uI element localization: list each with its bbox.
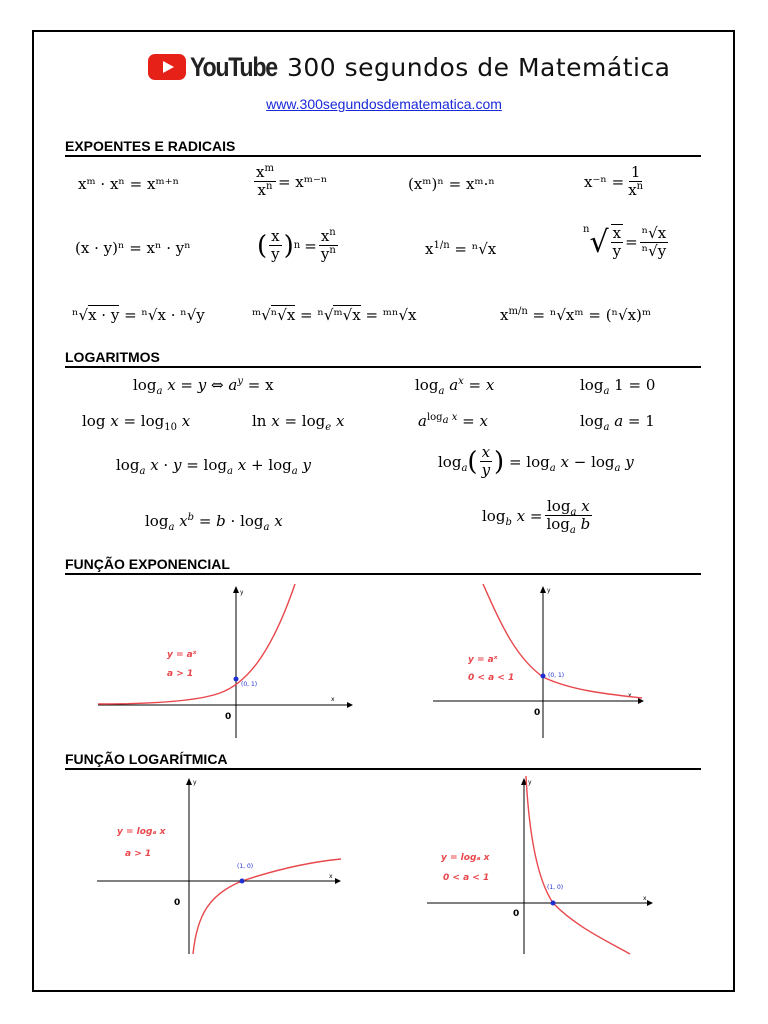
origin-label: 0	[174, 898, 181, 908]
formula-log-of-quotient: $\log_a$ ( $\frac{x}{y}$ ) = $\log_a x - \log_a y$	[438, 443, 634, 479]
point-label: (0, 1)	[241, 681, 258, 688]
y-axis-label: y	[240, 589, 244, 596]
formula-log-definition: $\log_a x = y$ ⇔ $a^y$ = x	[133, 376, 274, 397]
x-axis-label: x	[331, 696, 335, 703]
formula-product-of-powers: xᵐ · xⁿ = xᵐ⁺ⁿ	[78, 175, 180, 193]
equation-label: y = logₐ x	[441, 853, 490, 863]
formula-base-power-log: $a^{log_a x} = x$	[418, 412, 488, 430]
condition-label: a > 1	[167, 669, 194, 679]
y-axis-label: y	[547, 587, 551, 594]
formula-log-of-base: $\log_a a = 1$	[580, 412, 655, 433]
equation-label: y = aˣ	[468, 655, 498, 665]
section-heading-logarithms: LOGARITMOS	[65, 349, 701, 368]
formula-root-of-root-rhs: = ᵐⁿ√x	[365, 306, 417, 324]
formula-quotient-of-powers: $\frac{x^m}{x^n}$ = xᵐ⁻ⁿ	[256, 163, 328, 199]
formula-root-of-quotient: n √ $\frac{x}{y}$ = $\frac{\text{ⁿ√x}}{\text{ⁿ√y}}$	[583, 223, 667, 260]
section-heading-exponents: EXPOENTES E RADICAIS	[65, 138, 701, 157]
formula-power-of-product: (x · y)ⁿ = xⁿ · yⁿ	[75, 239, 191, 257]
section-heading-log-function: FUNÇÃO LOGARÍTMICA	[65, 751, 701, 770]
formula-quotient-rhs: = xᵐ⁻ⁿ	[277, 172, 328, 191]
formula-root-of-root: ᵐ√ⁿ√x = ⁿ√ᵐ√x = ᵐⁿ√x	[252, 306, 417, 324]
graph-exp-0-lt-a-lt-1	[430, 582, 648, 740]
y-axis-label: y	[193, 779, 197, 786]
formula-root-of-product-rhs: = ⁿ√x · ⁿ√y	[124, 306, 205, 324]
equation-label: y = logₐ x	[117, 827, 166, 837]
formula-negative-exponent: x⁻ⁿ = $\frac{1}{x^n}$	[584, 163, 644, 199]
origin-label: 0	[225, 712, 232, 722]
condition-label: 0 < a < 1	[443, 873, 490, 883]
youtube-logo[interactable]	[148, 52, 291, 83]
condition-label: 0 < a < 1	[468, 673, 515, 683]
formula-power-of-quotient: ( $\frac{x}{y}$ ) n = $\frac{x^n}{y^n}$	[257, 227, 336, 263]
point-label: (1, 0)	[547, 884, 564, 891]
section-heading-exp-function: FUNÇÃO EXPONENCIAL	[65, 556, 701, 575]
equivalence-symbol: ⇔	[211, 376, 224, 394]
formula-root-of-product: ⁿ√x · y = ⁿ√x · ⁿ√y	[72, 306, 205, 324]
point-label: (0, 1)	[548, 672, 565, 679]
equation-label: y = aˣ	[167, 650, 197, 660]
formula-fractional-exponent: $x^{1/n}$ = ⁿ√x	[425, 240, 497, 258]
formula-log-of-power: $\log_a x^b = b \cdot \log_a x$	[145, 512, 283, 533]
formula-common-log: $\log x = \log_{10} x$	[82, 412, 191, 433]
page-header	[148, 50, 671, 84]
y-axis-label: y	[528, 779, 532, 786]
formula-log-definition-rhs: = x	[247, 376, 274, 394]
formula-log-of-one: $\log_a 1 = 0$	[580, 376, 656, 397]
youtube-wordmark: YouTube	[190, 51, 277, 82]
x-axis-label: x	[329, 873, 333, 880]
formula-negative-exponent-lhs: x⁻ⁿ =	[584, 172, 625, 191]
condition-label: a > 1	[125, 849, 152, 859]
site-link[interactable]: www.300segundosdematematica.com	[266, 96, 502, 112]
formula-fractional-exponent-rhs: = ⁿ√x	[454, 240, 497, 258]
point-label: (1, 0)	[237, 863, 254, 870]
origin-label: 0	[513, 909, 520, 919]
formula-change-of-base: $\log_b x$ = $\frac{\log_a x}{\log_a b}$	[482, 497, 591, 536]
page-title: 300 segundos de Matemática	[286, 52, 671, 82]
formula-rational-exponent: $x^{m/n}$ = ⁿ√xᵐ = (ⁿ√x)ᵐ	[500, 306, 652, 324]
graph-exp-a-gt-1	[95, 582, 355, 740]
origin-label: 0	[534, 708, 541, 718]
x-axis-label: x	[643, 895, 647, 902]
formula-log-of-power-of-base: $\log_a a^x = x$	[415, 376, 495, 397]
formula-log-of-product: $\log_a x \cdot y = \log_a x + \log_a y$	[116, 456, 311, 477]
formula-power-of-power: (xᵐ)ⁿ = xᵐ·ⁿ	[408, 175, 495, 193]
formula-natural-log: $\ln x = \log_e x$	[252, 412, 345, 433]
graph-log-0-lt-a-lt-1	[425, 774, 655, 956]
graph-log-a-gt-1	[95, 774, 345, 956]
x-axis-label: x	[628, 692, 632, 699]
formula-rational-exponent-rhs: = ⁿ√xᵐ = (ⁿ√x)ᵐ	[532, 306, 652, 324]
youtube-play-icon	[148, 54, 186, 80]
